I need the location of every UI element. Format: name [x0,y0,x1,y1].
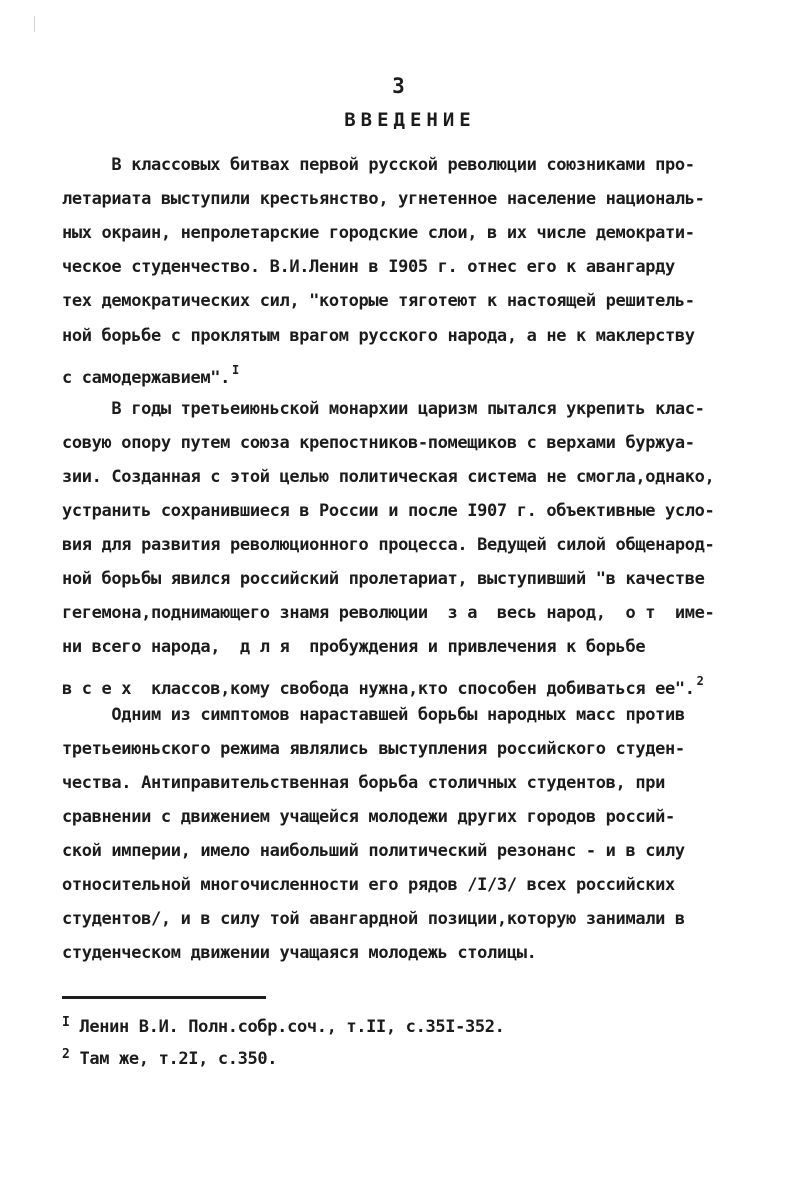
body-line-text: в с е х классов,кому свобода нужна,кто способен добиваться ее". [62,679,695,699]
page-number: 3 [392,74,405,98]
body-line: ской империи, имело наибольший политический резонанс - и в силу [62,841,685,861]
body-line: ных окраин, непролетарские городские слои, в их числе демократи- [62,223,695,243]
footnote-divider [62,996,266,999]
body-line: В классовых битвах первой русской революции союзниками про- [62,155,695,175]
body-line: студентов/, и в силу той авангардной позиции,которую занимали в [62,909,685,929]
body-line: чества. Антиправительственная борьба столичных студентов, при [62,773,665,793]
body-line: студенческом движении учащаяся молодежь столицы. [62,943,537,963]
footnote-ref-2: 2 [696,674,704,688]
body-line: устранить сохранившиеся в России и после I907 г. объективные усло- [62,501,715,521]
body-line: Одним из симптомов нараставшей борьбы народных масс против [62,705,685,725]
body-line: вия для развития революционного процесса. Ведущей силой общенарод- [62,535,715,555]
body-line: ческое студенчество. В.И.Ленин в I905 г. отнес его к авангарду [62,257,675,277]
footnote-2 [62,1047,277,1069]
body-line: гегемона,поднимающего знамя революции з а весь народ, о т име- [62,603,715,623]
body-line-text: с самодержавием". [62,368,231,388]
body-line: сравнении с движением учащейся молодежи других городов россий- [62,807,675,827]
body-line: ной борьбе с проклятым врагом русского народа, а не к маклерству [62,326,695,346]
margin-mark [34,16,35,32]
body-line: ни всего народа, д л я пробуждения и привлечения к борьбе [62,637,646,657]
body-line: тех демократических сил, "которые тяготеют к настоящей решитель- [62,291,695,311]
body-line: совую опору путем союза крепостников-помещиков с верхами буржуа- [62,433,695,453]
footnote-mark: I [62,1015,70,1030]
body-line: В годы третьеиюньской монархии царизм пытался укрепить клас- [62,399,705,419]
footnote-ref-1: I [232,363,239,377]
body-line: летариата выступили крестьянство, угнетенное население националь- [62,189,705,209]
page-title: ВВЕДЕНИЕ [344,109,476,131]
body-line-with-footnote [62,670,704,700]
body-line: третьеиюньского режима являлись выступления российского студен- [62,739,685,759]
body-line: зии. Созданная с этой целью политическая система не смогла,однако, [62,467,715,487]
body-line: ной борьбы явился российский пролетариат, выступивший "в качестве [62,569,705,589]
footnote-text: Там же, т.2I, с.350. [79,1049,278,1069]
body-line-with-footnote [62,359,239,389]
footnote-mark: 2 [62,1047,70,1062]
body-line: относительной многочисленности его рядов /I/3/ всех российских [62,875,675,895]
footnote-text: Ленин В.И. Полн.собр.соч., т.II, с.35I-352. [79,1017,505,1037]
footnote-1 [62,1015,505,1037]
